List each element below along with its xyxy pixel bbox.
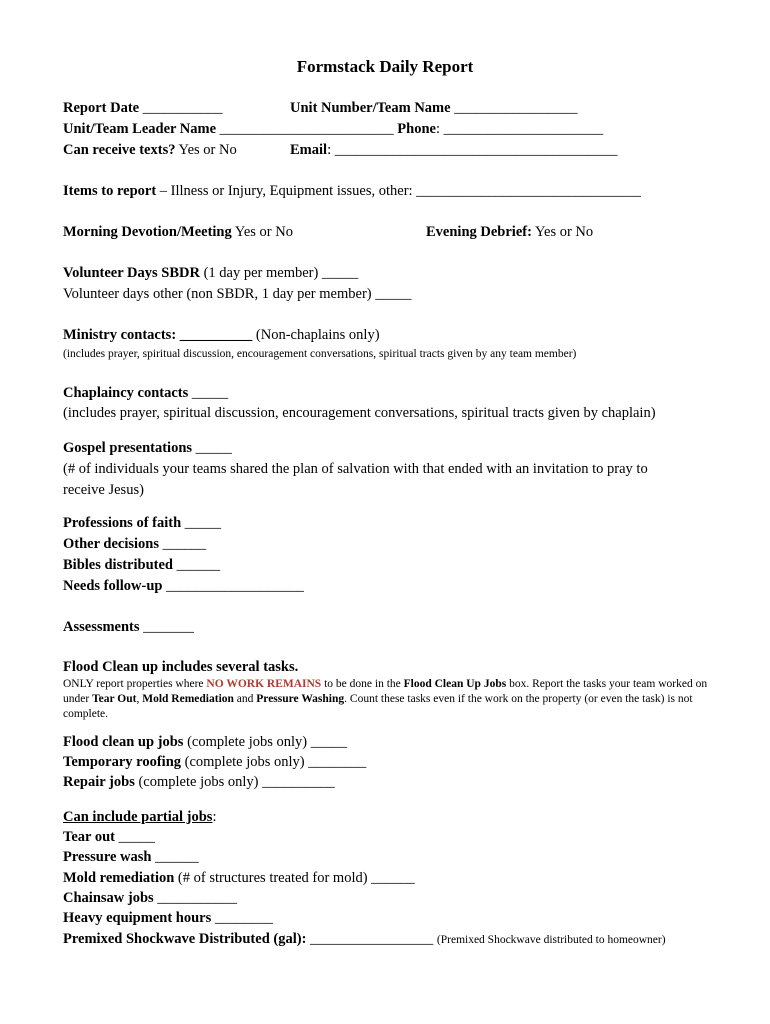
assessments-blank[interactable]: _______ [139,619,194,635]
partial-label: Heavy equipment hours [63,910,212,926]
evening-options[interactable]: Yes or No [531,224,594,240]
stat-other-decisions [63,536,206,553]
report-date-blank[interactable]: ___________ [142,100,223,116]
evening-debrief [426,224,593,241]
items-text[interactable]: – Illness or Injury, Equipment issues, other: _______________________________ [156,183,641,199]
partial-label: Mold remediation [63,870,175,886]
texts-field [63,142,237,159]
flood-note-text: box. Report the tasks your team worked on under [63,678,708,705]
flood-heading-text: Flood Clean up includes several tasks. [63,659,299,675]
leader-field [63,121,603,138]
volunteer-other-text[interactable]: Volunteer days other (non SBDR, 1 day per member) _____ [63,286,412,302]
chaplaincy-label: Chaplaincy contacts [63,385,189,401]
partial-chainsaw [63,890,237,907]
partial-blank[interactable]: _____ [114,829,155,845]
stat-blank[interactable]: ______ [159,536,207,552]
unit-field [290,100,577,117]
morning-devotion [63,224,293,241]
volunteer-sbdr [63,265,358,282]
chaplaincy-blank[interactable]: _____ [188,385,229,401]
stat-label: Needs follow-up [63,578,163,594]
gospel-blank[interactable]: _____ [192,440,232,456]
ministry-label[interactable]: Ministry contacts: __________ [63,327,253,343]
job-label: Repair jobs [63,774,135,790]
partial-tear-out [63,829,155,846]
volunteer-other[interactable] [63,286,411,303]
gospel-note-2: receive Jesus) [63,482,144,498]
stat-blank[interactable]: ______ [172,557,221,573]
partial-blank[interactable]: ______ [151,849,199,865]
stat-blank[interactable]: ___________________ [162,578,304,594]
stat-blank[interactable]: _____ [181,515,222,531]
partial-label: Pressure wash [63,849,152,865]
shockwave-field [63,931,666,948]
phone-label: Phone [397,121,436,137]
ministry-note: (includes prayer, spiritual discussion, encouragement conversations, spiritual tracts given by any team member) [63,348,577,360]
partial-heading-colon: : [212,809,217,825]
job-label: Flood clean up jobs [63,734,184,750]
flood-note-bold: Flood Clean Up Jobs [403,678,507,690]
partial-heading-text: Can include partial jobs [63,809,213,825]
texts-label: Can receive texts? [63,142,176,158]
texts-options[interactable]: Yes or No [175,142,237,158]
partial-label: Chainsaw jobs [63,890,154,906]
flood-heading [63,659,298,676]
job-flood-clean-up [63,734,347,751]
evening-label: Evening Debrief: [426,224,532,240]
items-label: Items to report [63,183,157,199]
morning-options[interactable]: Yes or No [231,224,293,240]
volunteer-sbdr-text[interactable]: (1 day per member) _____ [199,265,359,281]
flood-note-text: to be done in the [321,678,404,690]
chaplaincy-note: (includes prayer, spiritual discussion, encouragement conversations, spiritual tracts given by chaplain) [63,405,656,421]
leader-blank[interactable]: ________________________ [219,121,394,137]
assessments-label: Assessments [63,619,140,635]
report-date-field [63,100,222,117]
flood-note [63,677,723,722]
partial-blank[interactable]: ________ [211,910,273,926]
flood-note-bold: Mold Remediation [142,693,234,705]
flood-note-text: . Count these tasks even if the work on the property (or even the task) is not complete. [63,693,693,720]
partial-mold-remediation [63,870,415,887]
flood-note-text: ONLY report properties where [63,678,207,690]
no-work-remains-highlight: NO WORK REMAINS [206,678,322,690]
chaplaincy-contacts [63,385,228,402]
gospel-note-1: (# of individuals your teams shared the plan of salvation with that ended with an invitation to pray to [63,461,648,477]
flood-note-text: and [233,693,257,705]
volunteer-sbdr-label: Volunteer Days SBDR [63,265,200,281]
stat-bibles [63,557,220,574]
partial-pressure-wash [63,849,199,866]
job-blank[interactable]: (complete jobs only) ________ [181,754,367,770]
gospel-presentations [63,440,232,457]
phone-blank[interactable]: : ______________________ [435,121,604,137]
shockwave-blank[interactable]: _________________ [306,931,437,947]
ministry-text: (Non-chaplains only) [252,327,380,343]
gospel-label: Gospel presentations [63,440,193,456]
partial-label: Tear out [63,829,115,845]
email-label: Email [290,142,328,158]
assessments [63,619,194,636]
stat-follow-up [63,578,304,595]
email-blank[interactable]: : _______________________________________ [327,142,618,158]
unit-label: Unit Number/Team Name [290,100,451,116]
unit-blank[interactable]: _________________ [454,100,578,116]
job-label: Temporary roofing [63,754,182,770]
partial-heading [63,809,217,826]
stat-professions [63,515,221,532]
job-blank[interactable]: (complete jobs only) __________ [134,774,335,790]
report-date-label: Report Date [63,100,140,116]
shockwave-label: Premixed Shockwave Distributed (gal): [63,931,307,947]
partial-blank[interactable]: (# of structures treated for mold) ______ [174,870,415,886]
leader-label: Unit/Team Leader Name [63,121,217,137]
ministry-contacts [63,327,380,344]
morning-label: Morning Devotion/Meeting [63,224,232,240]
stat-label: Bibles distributed [63,557,173,573]
job-repair [63,774,335,791]
partial-heavy-equipment [63,910,273,927]
shockwave-note: (Premixed Shockwave distributed to homeowner) [436,934,666,946]
flood-note-bold: Pressure Washing [256,693,345,705]
flood-note-bold: Tear Out [92,693,137,705]
items-to-report [63,183,641,200]
flood-note-text: , [136,693,143,705]
job-blank[interactable]: (complete jobs only) _____ [183,734,347,750]
stat-label: Professions of faith [63,515,182,531]
stat-label: Other decisions [63,536,159,552]
partial-blank[interactable]: ___________ [153,890,238,906]
job-temporary-roofing [63,754,366,771]
email-field [290,142,617,159]
page-title: Formstack Daily Report [296,57,474,76]
